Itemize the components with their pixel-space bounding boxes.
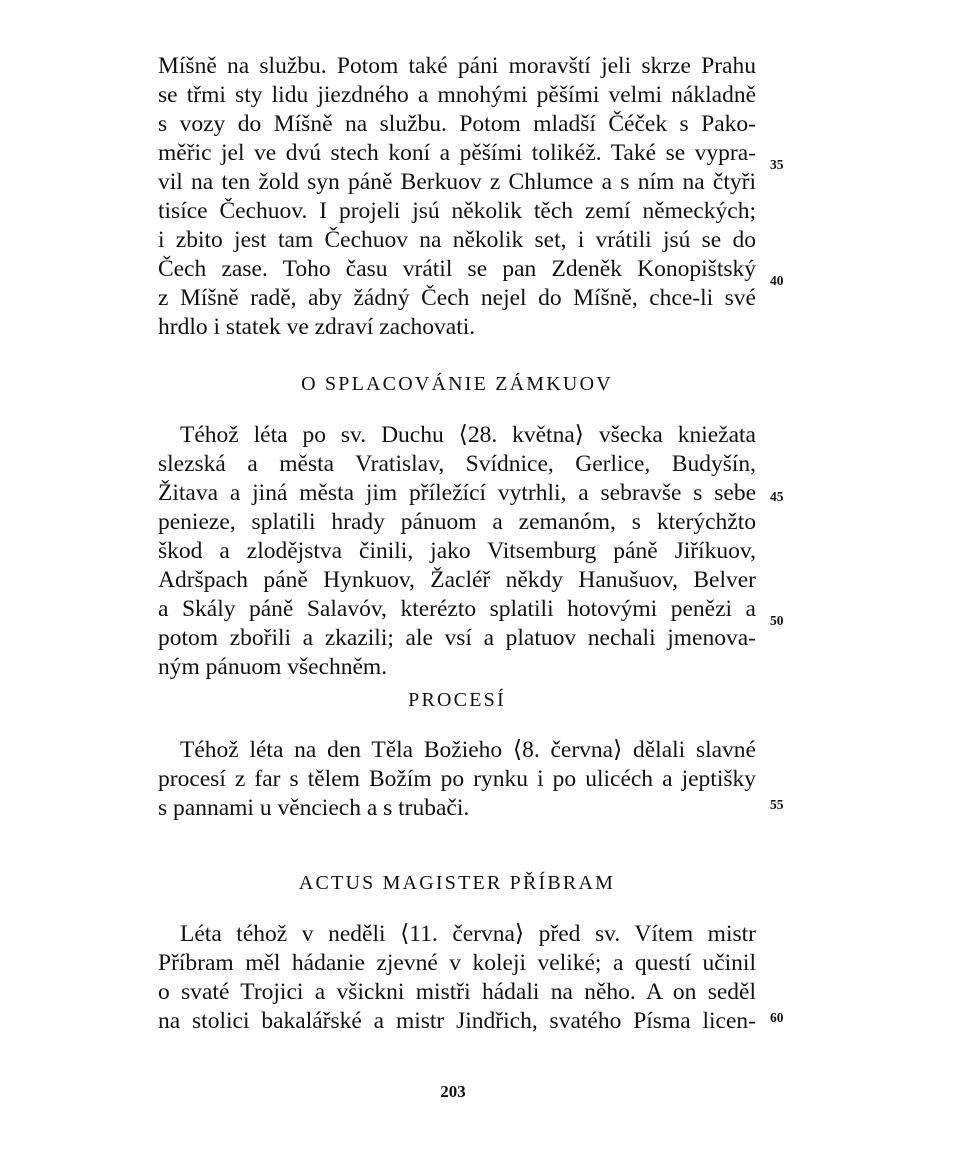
text-line: i zbito jest tam Čechuov na několik set, i vrátili jsú se do <box>158 227 756 253</box>
text-line: škod a zlodějstva činili, jako Vitsemburg páně Jiříkuov, <box>158 538 756 564</box>
margin-line-number: 60 <box>770 1010 784 1025</box>
margin-line-number: 45 <box>770 489 784 504</box>
section-heading: O SPLACOVÁNIE ZÁMKUOV <box>301 373 613 395</box>
section-heading: ACTUS MAGISTER PŘÍBRAM <box>298 872 616 894</box>
margin-line-number: 55 <box>770 797 784 812</box>
text-line: Adršpach páně Hynkuov, Žacléř někdy Hanušuov, Belver <box>158 567 756 593</box>
text-line: Žitava a jiná města jim příležící vytrhli, a sebravše s sebe <box>158 480 756 506</box>
text-line: Příbram měl hádanie zjevné v koleji veliké; a questí učinil <box>158 950 756 976</box>
text-line: s pannami u věnciech a s trubači. <box>158 795 470 821</box>
text-line: potom zbořili a zkazili; ale vsí a platuov nechali jmenova- <box>158 625 756 651</box>
text-line: na stolici bakalářské a mistr Jindřich, svatého Písma licen- <box>158 1008 756 1034</box>
text-line: Míšně na službu. Potom také páni moravští jeli skrze Prahu <box>158 53 756 79</box>
margin-line-number: 40 <box>770 273 784 288</box>
text-line: o svaté Trojici a všickni mistři hádali na něho. A on seděl <box>158 979 756 1005</box>
page-number: 203 <box>440 1082 466 1101</box>
text-line: Téhož léta po sv. Duchu ⟨28. května⟩ všecka kniežata <box>180 422 756 448</box>
text-line: tisíce Čechuov. I projeli jsú několik těch zemí německých; <box>158 198 756 224</box>
text-line: a Skály páně Salavóv, kterézto splatili hotovými penězi a <box>158 596 756 622</box>
text-line: ným pánuom všechněm. <box>158 654 388 680</box>
margin-line-number: 35 <box>770 157 784 172</box>
text-line: slezská a města Vratislav, Svídnice, Gerlice, Budyšín, <box>158 451 756 477</box>
text-line: měřic jel ve dvú stech koní a pěšími tolikéž. Také se vypra- <box>158 140 756 166</box>
text-line: hrdlo i statek ve zdraví zachovati. <box>158 314 476 340</box>
text-line: se třmi sty lidu jiezdného a mnohými pěšími velmi nákladně <box>158 82 756 108</box>
text-line: penieze, splatili hrady pánuom a zemanóm, s kterýchžto <box>158 509 756 535</box>
text-line: z Míšně radě, aby žádný Čech nejel do Míšně, chce-li své <box>158 285 756 311</box>
section-heading: PROCESÍ <box>408 689 506 711</box>
text-line: s vozy do Míšně na službu. Potom mladší Čéček s Pako- <box>158 111 756 137</box>
text-line: procesí z far s tělem Božím po rynku i po ulicéch a jeptišky <box>158 766 756 792</box>
text-line: Léta téhož v neděli ⟨11. června⟩ před sv. Vítem mistr <box>180 921 756 947</box>
text-line: Téhož léta na den Těla Božieho ⟨8. června⟩ dělali slavné <box>180 737 756 763</box>
text-line: Čech zase. Toho času vrátil se pan Zdeněk Konopištský <box>158 256 756 282</box>
margin-line-number: 50 <box>770 613 784 628</box>
text-line: vil na ten žold syn páně Berkuov z Chlumce a s ním na čtyři <box>158 169 756 195</box>
